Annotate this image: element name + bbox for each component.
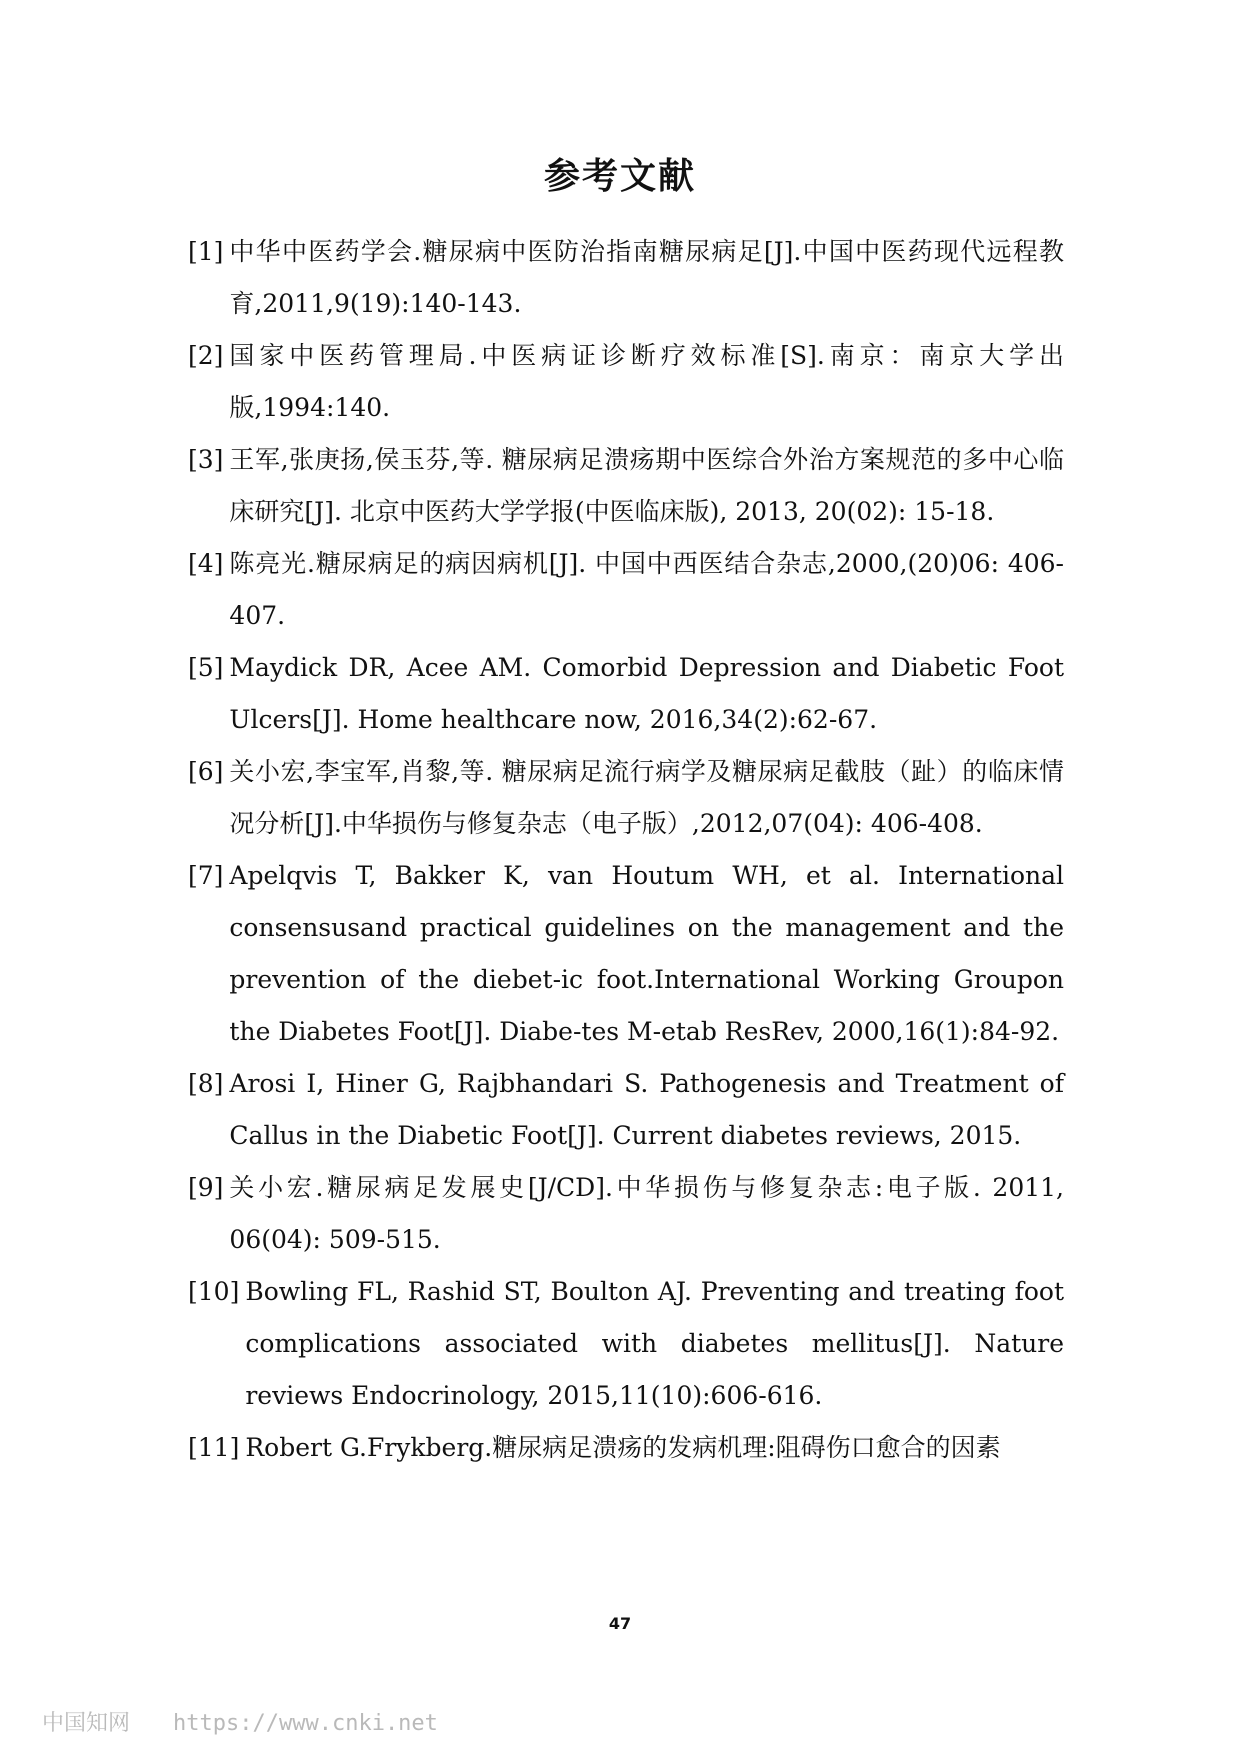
reference-text: 王军,张庚扬,侯玉芬,等. 糖尿病足溃疡期中医综合外治方案规范的多中心临床研究[J]. 北京中医药大学学报(中医临床版), 2013, 20(02): 15-18. <box>229 445 1064 526</box>
reference-text: 中华中医药学会.糖尿病中医防治指南糖尿病足[J].中国中医药现代远程教育,2011,9(19):140-143. <box>229 237 1064 318</box>
reference-item <box>188 850 1064 1058</box>
reference-text: Maydick DR, Acee AM. Comorbid Depression and Diabetic Foot Ulcers[J]. Home healthcare now, 2016,34(2):62-67. <box>229 653 1064 734</box>
reference-item <box>188 1058 1064 1162</box>
watermark-name: 中国知网 <box>42 1711 131 1736</box>
reference-number: [8] <box>188 1069 224 1098</box>
reference-number: [2] <box>188 341 224 370</box>
reference-number: [1] <box>188 237 224 266</box>
reference-item <box>188 1266 1064 1422</box>
reference-number: [4] <box>188 549 224 578</box>
reference-text: 陈亮光.糖尿病足的病因病机[J]. 中国中西医结合杂志,2000,(20)06: 406-407. <box>229 549 1064 630</box>
reference-item <box>188 226 1064 330</box>
reference-text: Robert G.Frykberg.糖尿病足溃疡的发病机理:阻碍伤口愈合的因素 <box>245 1433 1001 1462</box>
reference-text: Bowling FL, Rashid ST, Boulton AJ. Preventing and treating foot complications associated with diabetes mellitus[J]. Nature reviews Endocrinology, 2015,11(10):606-616. <box>245 1277 1064 1410</box>
reference-item <box>188 330 1064 434</box>
reference-number: [7] <box>188 861 224 890</box>
page-title: 参考文献 <box>543 156 696 197</box>
page-number: 47 <box>608 1614 632 1633</box>
reference-item <box>188 1162 1064 1266</box>
reference-item <box>188 538 1064 642</box>
reference-list <box>188 226 1064 1474</box>
reference-item <box>188 642 1064 746</box>
reference-number: [9] <box>188 1173 224 1202</box>
reference-text: Arosi I, Hiner G, Rajbhandari S. Pathogenesis and Treatment of Callus in the Diabetic Foot[J]. Current diabetes reviews, 2015. <box>229 1069 1064 1150</box>
reference-text: 关小宏,李宝军,肖黎,等. 糖尿病足流行病学及糖尿病足截肢（趾）的临床情况分析[J].中华损伤与修复杂志（电子版）,2012,07(04): 406-408. <box>229 757 1064 838</box>
reference-number: [6] <box>188 757 224 786</box>
reference-text: 关小宏.糖尿病足发展史[J/CD].中华损伤与修复杂志:电子版. 2011, 06(04): 509-515. <box>229 1173 1064 1254</box>
reference-number: [3] <box>188 445 224 474</box>
reference-text: Apelqvis T, Bakker K, van Houtum WH, et al. International consensusand practical guidelines on the management and the prevention of the diebet-ic foot.International Working Groupon the Diabetes Foot[J]. Diabe-tes M-etab ResRev, 2000,16(1):84-92. <box>229 861 1064 1046</box>
reference-text: 国家中医药管理局.中医病证诊断疗效标准[S].南京：南京大学出版,1994:140. <box>229 341 1064 422</box>
reference-number: [10] <box>188 1277 240 1306</box>
reference-number: [5] <box>188 653 224 682</box>
watermark <box>42 1706 438 1737</box>
reference-item <box>188 746 1064 850</box>
reference-item <box>188 434 1064 538</box>
reference-item <box>188 1422 1064 1474</box>
watermark-url: https://www.cnki.net <box>173 1711 438 1736</box>
reference-number: [11] <box>188 1433 240 1462</box>
